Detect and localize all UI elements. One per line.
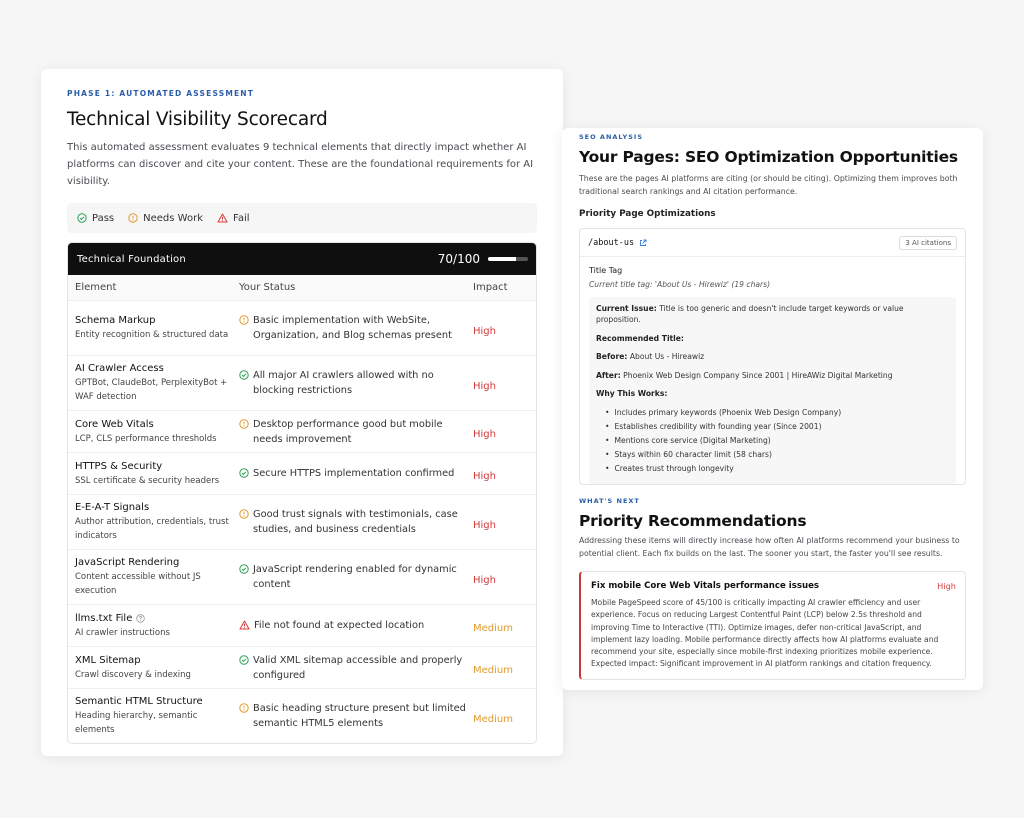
element-name	[75, 460, 232, 474]
status-cell	[232, 701, 467, 731]
element-desc: Author attribution, credentials, trust indicators	[75, 517, 229, 541]
status-text: Desktop performance good but mobile needs improvement	[253, 418, 443, 445]
status-content	[239, 653, 467, 683]
scorecard-title: Technical Visibility Scorecard	[67, 109, 328, 130]
status-content	[239, 701, 467, 731]
impact-cell	[467, 568, 536, 587]
seo-title: Your Pages: SEO Optimization Opportunities	[579, 148, 958, 166]
phase-eyebrow: PHASE 1: AUTOMATED ASSESSMENT	[67, 89, 255, 98]
current-issue-text: Title is too generic and doesn't include target keywords or value proposition.	[596, 304, 904, 324]
legend-needs-work	[128, 213, 203, 224]
impact-cell	[467, 616, 536, 635]
seo-desc: These are the pages AI platforms are citing (or should be citing). Optimizing them improves both traditional search rankings and AI citation performance.	[579, 174, 958, 196]
why-works-item	[605, 449, 949, 460]
element-cell	[68, 460, 232, 488]
page-url-link[interactable]	[588, 238, 647, 248]
element-desc: Crawl discovery & indexing	[75, 669, 191, 680]
after-title	[596, 370, 949, 381]
pass-icon	[239, 370, 249, 380]
recommendation-priority: High	[937, 581, 956, 591]
help-icon[interactable]	[136, 614, 145, 623]
element-name-text: llms.txt File	[75, 612, 133, 624]
status-content	[239, 466, 467, 481]
element-cell	[68, 556, 232, 598]
impact-value: Medium	[473, 665, 513, 676]
status-text: All major AI crawlers allowed with no blocking restrictions	[253, 370, 434, 396]
impact-value: Medium	[473, 623, 513, 634]
element-desc: SSL certificate & security headers	[75, 475, 220, 486]
after-label: After:	[596, 370, 621, 380]
table-row	[68, 453, 536, 495]
table-header-bar	[68, 243, 536, 275]
before-label: Before:	[596, 352, 628, 361]
needs-work-icon	[239, 703, 249, 713]
why-works	[596, 388, 949, 399]
score-progress-bar	[488, 257, 528, 261]
column-headers	[68, 275, 536, 301]
impact-value: High	[473, 574, 496, 586]
element-name	[75, 695, 232, 709]
element-name-text: E-E-A-T Signals	[75, 502, 150, 513]
impact-value: High	[473, 325, 496, 337]
why-works-item	[605, 407, 949, 418]
status-content	[239, 368, 467, 398]
element-cell	[68, 654, 232, 682]
scorecard-card	[41, 69, 563, 756]
element-name-text: XML Sitemap	[75, 654, 141, 666]
status-content	[239, 417, 467, 447]
why-works-item-text: • Stays within 60 character limit (58 chars)	[614, 449, 772, 459]
element-desc: LCP, CLS performance thresholds	[75, 433, 217, 444]
impact-cell	[467, 658, 536, 677]
impact-value: High	[473, 380, 496, 392]
status-text: File not found at expected location	[254, 620, 425, 631]
status-content	[239, 618, 467, 633]
recommendations-desc: Addressing these items will directly increase how often AI platforms recommend your business to potential client. Each fix builds on the last. The sooner you start, the faster you'll see results.	[579, 536, 960, 558]
page-optimization-box	[579, 228, 966, 485]
table-row	[68, 689, 536, 743]
element-name	[75, 654, 232, 668]
element-cell	[68, 362, 232, 404]
why-works-item	[605, 421, 949, 432]
impact-value: High	[473, 429, 496, 440]
legend-fail-label: Fail	[232, 212, 250, 224]
status-content	[239, 313, 467, 343]
element-name-text: Semantic HTML Structure	[75, 696, 203, 707]
pass-icon	[239, 468, 249, 478]
next-eyebrow: WHAT'S NEXT	[579, 497, 640, 505]
impact-cell	[467, 707, 536, 726]
element-desc: Entity recognition & structured data	[75, 330, 229, 340]
current-title-tag: Current title tag: 'About Us - Hirewiz' (19 chars)	[589, 280, 771, 289]
needs-work-icon	[128, 213, 138, 223]
impact-cell	[467, 464, 536, 483]
recommendation-body: Mobile PageSpeed score of 45/100 is critically impacting AI crawler efficiency and user experience. Focus on reducing Largest Contentful Paint (LCP) below 2.5s threshold and improving Time to Interactive (TTI). Optimize images, defer non-critical JavaScript, and implement lazy loading. Mobile performance directly affects how AI platforms evaluate and recommend your site, especially since mobile-first indexing prioritizes mobile experience. Expected impact: Significant improvement in AI platform rankings and citation frequency.	[591, 598, 939, 669]
impact-cell	[467, 319, 536, 338]
seo-card	[562, 128, 983, 690]
table-body	[68, 301, 536, 743]
impact-cell	[467, 513, 536, 532]
status-cell	[232, 466, 467, 481]
why-works-item-text: • Creates trust through longevity	[614, 463, 734, 473]
why-works-label: Why This Works:	[596, 389, 668, 398]
status-text: Basic implementation with WebSite, Organization, and Blog schemas present	[253, 315, 452, 341]
impact-value: High	[473, 519, 496, 531]
current-issue-label: Current Issue:	[596, 304, 657, 313]
status-text: Good trust signals with testimonials, case studies, and business credentials	[253, 509, 458, 535]
seo-eyebrow: SEO ANALYSIS	[579, 133, 644, 141]
impact-value: High	[473, 471, 496, 482]
element-name-text: AI Crawler Access	[75, 363, 164, 374]
col-status: Your Status	[239, 282, 296, 293]
legend-pass	[77, 213, 114, 224]
pass-icon	[239, 564, 249, 574]
element-cell	[68, 418, 232, 446]
legend-needs-work-label: Needs Work	[143, 212, 203, 224]
table-row	[68, 411, 536, 453]
score-progress-fill	[488, 257, 516, 261]
col-impact: Impact	[473, 282, 508, 293]
issue-details	[589, 297, 956, 485]
recommendation-title: Fix mobile Core Web Vitals performance issues	[591, 581, 820, 591]
element-name	[75, 501, 232, 515]
status-text: Valid XML sitemap accessible and properly configured	[253, 654, 463, 681]
impact-cell	[467, 422, 536, 441]
element-name	[75, 314, 232, 328]
status-cell	[232, 507, 467, 537]
score-value: 70/100	[437, 252, 480, 266]
element-cell	[68, 612, 232, 640]
impact-cell	[467, 374, 536, 393]
external-link-icon[interactable]	[639, 239, 647, 247]
priority-pages-heading: Priority Page Optimizations	[579, 209, 716, 219]
element-name-text: Schema Markup	[75, 315, 156, 326]
status-cell	[232, 562, 467, 592]
before-title	[596, 351, 949, 362]
page-box-header	[580, 229, 965, 257]
status-content	[239, 562, 467, 592]
citations-badge: 3 AI citations	[899, 236, 957, 250]
element-desc: GPTBot, ClaudeBot, PerplexityBot + WAF detection	[75, 378, 228, 402]
why-works-item	[605, 435, 949, 446]
element-desc: AI crawler instructions	[75, 627, 170, 638]
impact-value: Medium	[473, 713, 513, 725]
why-works-item-text: • Mentions core service (Digital Marketing)	[614, 435, 771, 445]
table-title: Technical Foundation	[77, 253, 186, 265]
element-name	[75, 556, 232, 570]
element-cell	[68, 501, 232, 543]
why-works-item	[605, 463, 949, 474]
recommendation-card[interactable]	[579, 571, 966, 680]
why-works-item-text: • Establishes credibility with founding year (Since 2001)	[614, 421, 822, 431]
table-row	[68, 495, 536, 550]
element-name	[75, 612, 232, 626]
table-row	[68, 550, 536, 605]
element-name	[75, 362, 232, 376]
element-cell	[68, 314, 232, 342]
element-desc: Content accessible without JS execution	[75, 572, 201, 596]
score-display	[438, 252, 528, 266]
page-box-body	[580, 257, 965, 485]
table-row	[68, 301, 536, 356]
recommendation-header	[591, 581, 956, 591]
scorecard-intro: This automated assessment evaluates 9 technical elements that directly impact whether AI platforms can discover and cite your content. These are the foundational requirements for AI visibility.	[67, 142, 534, 187]
element-name-text: JavaScript Rendering	[75, 557, 180, 568]
fail-icon	[239, 620, 250, 630]
status-cell	[232, 417, 467, 447]
element-desc: Heading hierarchy, semantic elements	[75, 711, 198, 735]
after-text: Phoenix Web Design Company Since 2001 | HireAWiz Digital Marketing	[623, 370, 893, 380]
pass-icon	[77, 213, 87, 223]
status-cell	[232, 653, 467, 683]
status-cell	[232, 368, 467, 398]
fail-icon	[217, 213, 228, 223]
page-url: /about-us	[588, 237, 635, 248]
technical-foundation-table	[67, 242, 537, 744]
element-name-text: Core Web Vitals	[75, 418, 154, 430]
pass-icon	[239, 655, 249, 665]
recommended-title-label: Recommended Title:	[596, 333, 684, 343]
legend-fail	[217, 213, 250, 224]
why-works-item-text: • Includes primary keywords (Phoenix Web Design Company)	[614, 407, 842, 417]
legend-pass-label: Pass	[92, 212, 115, 224]
table-row	[68, 605, 536, 647]
status-cell	[232, 313, 467, 343]
status-legend	[67, 203, 537, 233]
status-text: Secure HTTPS implementation confirmed	[253, 468, 455, 479]
status-cell	[232, 618, 467, 633]
why-works-list	[596, 407, 949, 474]
current-issue	[596, 303, 949, 325]
element-name-text: HTTPS & Security	[75, 460, 163, 472]
status-content	[239, 507, 467, 537]
recommendations-title: Priority Recommendations	[579, 512, 807, 530]
col-element: Element	[75, 282, 117, 293]
status-text: JavaScript rendering enabled for dynamic content	[253, 564, 457, 590]
element-cell	[68, 695, 232, 737]
recommended-title	[596, 333, 949, 344]
needs-work-icon	[239, 509, 249, 519]
table-row	[68, 356, 536, 411]
table-row	[68, 647, 536, 689]
before-text: About Us - Hireawiz	[629, 352, 705, 361]
element-name	[75, 418, 232, 432]
needs-work-icon	[239, 419, 249, 429]
needs-work-icon	[239, 315, 249, 325]
status-text: Basic heading structure present but limited semantic HTML5 elements	[253, 703, 466, 729]
title-tag-label: Title Tag	[589, 266, 623, 275]
